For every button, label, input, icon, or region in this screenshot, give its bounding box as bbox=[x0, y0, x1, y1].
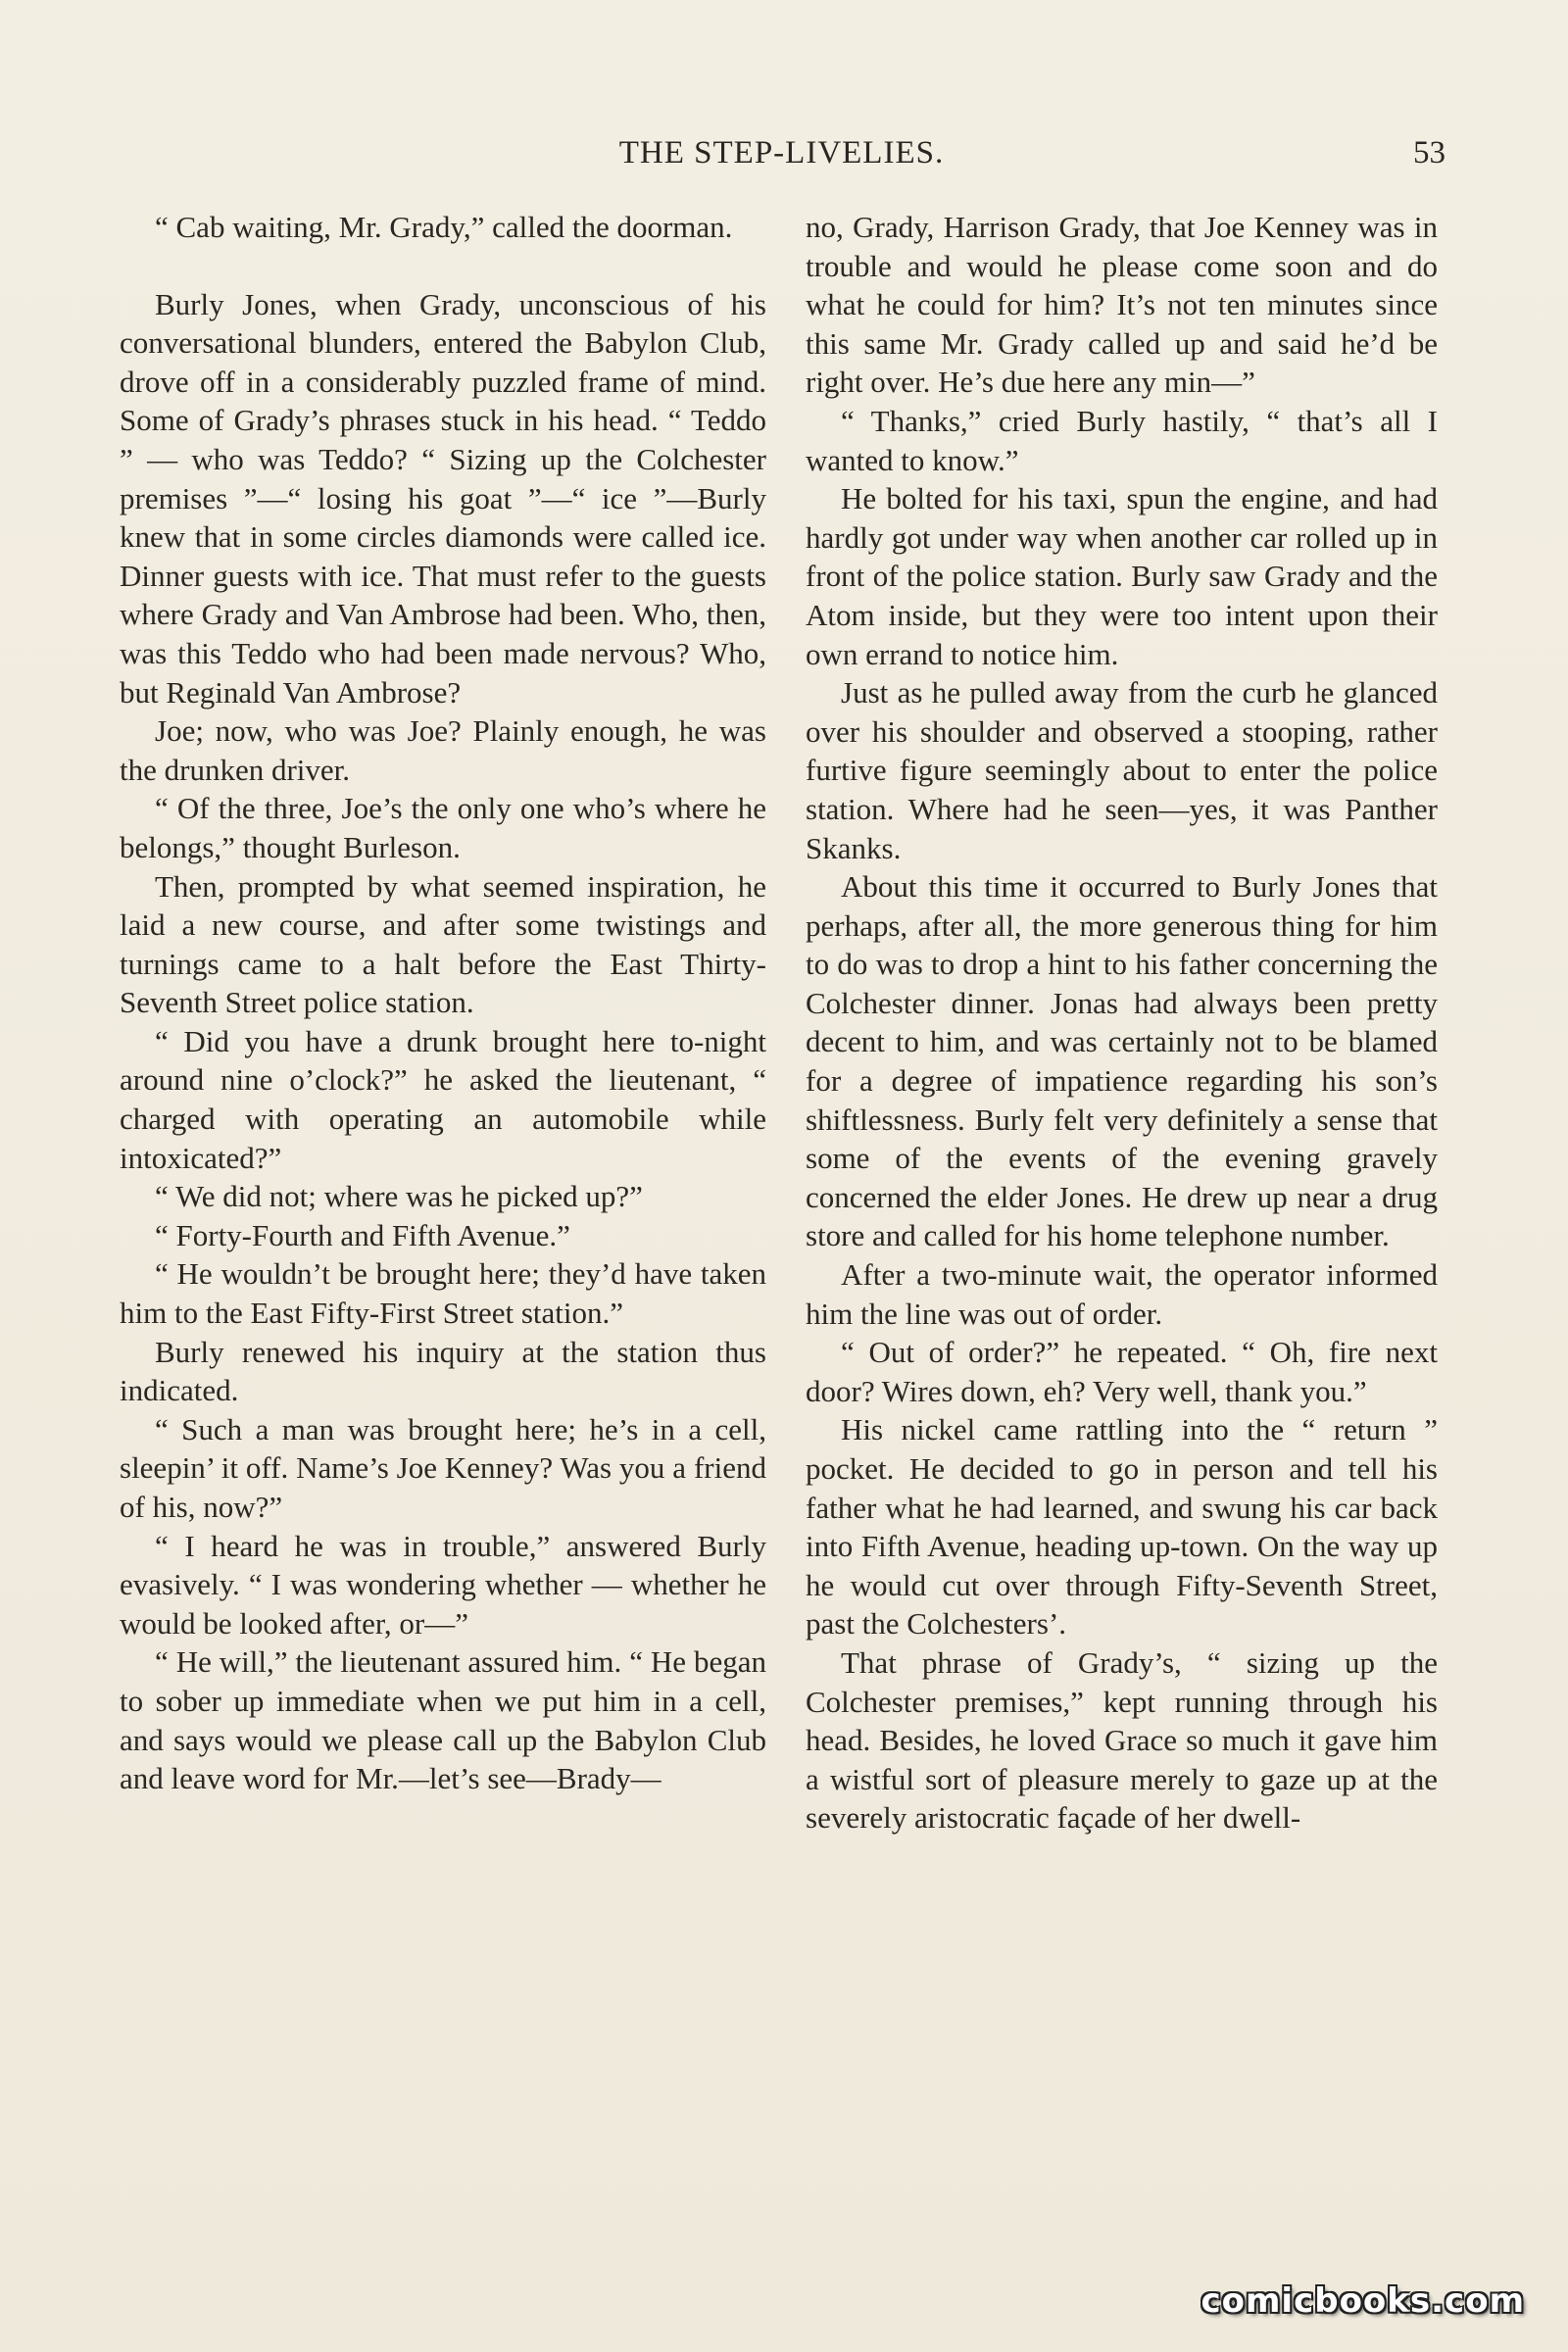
page-number: 53 bbox=[1413, 135, 1446, 171]
paragraph: Then, prompted by what seemed inspiration, he laid a new course, and after some twistings and turnings came to a halt before the East Thirty-Seventh Street police station. bbox=[120, 868, 766, 1020]
paragraph: “ Cab waiting, Mr. Grady,” called the doorman. bbox=[155, 210, 733, 244]
paragraph: Burly renewed his inquiry at the station thus indicated. bbox=[120, 1334, 766, 1408]
paragraph: Burly Jones, when Grady, unconscious of his conversational blunders, entered the Babylon Club, drove off in a considerably puzzled frame of mind. Some of Grady’s phrases stuck in his head. “ Teddo ” — who was Teddo? “ Sizing up the Colchester premises ”—“ losing his goat ”—“ ice ”—Burly knew that in some circles diamonds were called ice. Dinner guests with ice. That must refer to the guests where Grady and Van Ambrose had been. Who, then, was this Teddo who had been made nervous? Who, but Reginald Van Ambrose? bbox=[120, 286, 766, 710]
paragraph: “ Thanks,” cried Burly hastily, “ that’s all I wanted to know.” bbox=[806, 403, 1438, 477]
paragraph: “ He wouldn’t be brought here; they’d have taken him to the East Fifty-First Street station.” bbox=[120, 1256, 766, 1331]
left-column bbox=[120, 208, 766, 1798]
paragraph: “ Did you have a drunk brought here to-night around nine o’clock?” he asked the lieutenant, “ charged with operating an automobile while intoxicated?” bbox=[120, 1023, 766, 1175]
right-column bbox=[806, 208, 1438, 1838]
paragraph: About this time it occurred to Burly Jones that perhaps, after all, the more generous thing for him to do was to drop a hint to his father concerning the Colchester dinner. Jonas had always been pretty decent to him, and was certainly not to be blamed for a degree of impatience regarding his son’s shiftlessness. Burly felt very definitely a sense that some of the events of the evening gravely concerned the elder Jones. He drew up near a drug store and called for his home telephone number. bbox=[806, 869, 1438, 1253]
paragraph: no, Grady, Harrison Grady, that Joe Kenney was in trouble and would he please come soon and do what he could for him? It’s not ten minutes since this same Mr. Grady called up and said he’d be right over. He’s due here any min—” bbox=[806, 210, 1438, 400]
paragraph: Just as he pulled away from the curb he glanced over his shoulder and observed a stooping, rather furtive figure seemingly about to enter the police station. Where had he seen—yes, it was Panther Skanks. bbox=[806, 675, 1438, 865]
paragraph: “ He will,” the lieutenant assured him. “ He began to sober up immediate when we put him in a cell, and says would we please call up the Babylon Club and leave word for Mr.—let’s see—Brady— bbox=[120, 1644, 766, 1796]
paragraph: “ Such a man was brought here; he’s in a cell, sleepin’ it off. Name’s Joe Kenney? Was you a friend of his, now?” bbox=[120, 1411, 766, 1524]
paragraph: That phrase of Grady’s, “ sizing up the Colchester premises,” kept running through his head. Besides, he loved Grace so much it gave him a wistful sort of pleasure merely to gaze up at the severely aristocratic façade of her dwell- bbox=[806, 1644, 1438, 1836]
paragraph: Joe; now, who was Joe? Plainly enough, he was the drunken driver. bbox=[120, 713, 766, 787]
paragraph: “ Of the three, Joe’s the only one who’s where he belongs,” thought Burleson. bbox=[120, 791, 766, 864]
running-head bbox=[118, 135, 1446, 184]
paragraph: “ We did not; where was he picked up?” bbox=[155, 1179, 643, 1214]
paragraph: “ Forty-Fourth and Fifth Avenue.” bbox=[155, 1217, 570, 1252]
paragraph: “ I heard he was in trouble,” answered Burly evasively. “ I was wondering whether — whether he would be looked after, or—” bbox=[120, 1528, 766, 1641]
running-title: THE STEP-LIVELIES. bbox=[618, 135, 945, 171]
paragraph: His nickel came rattling into the “ return ” pocket. He decided to go in person and tell his father what he had learned, and swung his car back into Fifth Avenue, heading up-town. On the way up he would cut over through Fifty-Seventh Street, past the Colchesters’. bbox=[806, 1412, 1438, 1642]
paragraph: “ Out of order?” he repeated. “ Oh, fire next door? Wires down, eh? Very well, thank you.” bbox=[806, 1335, 1438, 1408]
paragraph: After a two-minute wait, the operator informed him the line was out of order. bbox=[806, 1257, 1438, 1331]
watermark-logo: comicbooks.com bbox=[1200, 2281, 1525, 2321]
paragraph: He bolted for his taxi, spun the engine, and had hardly got under way when another car rolled up in front of the police station. Burly saw Grady and the Atom inside, but they were too intent upon their own errand to notice him. bbox=[806, 481, 1438, 671]
